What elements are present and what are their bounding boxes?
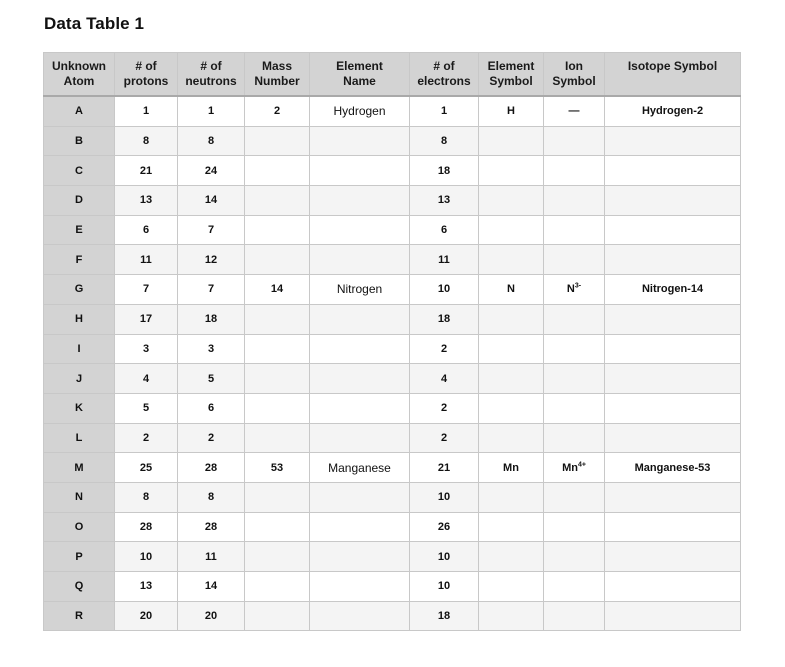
cell-ion-symbol [544, 126, 605, 156]
cell-atom: R [44, 601, 115, 631]
col-header-electrons: # of electrons [410, 53, 479, 97]
cell-neutrons: 2 [178, 423, 245, 453]
cell-neutrons: 20 [178, 601, 245, 631]
table-header [44, 53, 741, 97]
table-row [44, 96, 741, 126]
cell-element-symbol: H [479, 96, 544, 126]
cell-ion-symbol [544, 275, 605, 305]
cell-protons: 20 [115, 601, 178, 631]
cell-mass-number [245, 364, 310, 394]
cell-ion-symbol [544, 364, 605, 394]
cell-electrons: 2 [410, 423, 479, 453]
cell-protons: 3 [115, 334, 178, 364]
cell-element-name [310, 304, 410, 334]
cell-element-symbol [479, 542, 544, 572]
table-row [44, 393, 741, 423]
cell-element-name: Hydrogen [310, 96, 410, 126]
cell-neutrons: 8 [178, 482, 245, 512]
cell-protons: 13 [115, 572, 178, 602]
cell-isotope-symbol [605, 364, 741, 394]
table-row [44, 215, 741, 245]
ion-base: — [568, 105, 580, 118]
cell-mass-number [245, 215, 310, 245]
cell-mass-number [245, 245, 310, 275]
cell-neutrons: 5 [178, 364, 245, 394]
table-row [44, 453, 741, 483]
col-header-unknown-atom: Unknown Atom [44, 53, 115, 97]
cell-element-name: Manganese [310, 453, 410, 483]
cell-isotope-symbol [605, 601, 741, 631]
cell-ion-symbol [544, 393, 605, 423]
cell-protons: 10 [115, 542, 178, 572]
cell-neutrons: 7 [178, 275, 245, 305]
col-header-ion-symbol: Ion Symbol [544, 53, 605, 97]
cell-protons: 13 [115, 186, 178, 216]
cell-isotope-symbol [605, 245, 741, 275]
cell-element-name [310, 245, 410, 275]
cell-element-symbol [479, 126, 544, 156]
cell-mass-number: 2 [245, 96, 310, 126]
cell-atom: B [44, 126, 115, 156]
cell-neutrons: 12 [178, 245, 245, 275]
cell-ion-symbol [544, 334, 605, 364]
table-row [44, 482, 741, 512]
cell-isotope-symbol [605, 126, 741, 156]
cell-ion-symbol [544, 304, 605, 334]
cell-isotope-symbol [605, 186, 741, 216]
cell-atom: M [44, 453, 115, 483]
cell-ion-symbol [544, 601, 605, 631]
cell-ion-symbol [544, 96, 605, 126]
cell-element-symbol [479, 215, 544, 245]
cell-protons: 21 [115, 156, 178, 186]
cell-mass-number [245, 601, 310, 631]
cell-isotope-symbol: Hydrogen-2 [605, 96, 741, 126]
cell-protons: 1 [115, 96, 178, 126]
cell-mass-number [245, 304, 310, 334]
cell-ion-symbol [544, 186, 605, 216]
table-row [44, 304, 741, 334]
cell-protons: 28 [115, 512, 178, 542]
cell-electrons: 4 [410, 364, 479, 394]
col-header-mass-number: Mass Number [245, 53, 310, 97]
cell-mass-number [245, 334, 310, 364]
cell-protons: 25 [115, 453, 178, 483]
table-row [44, 186, 741, 216]
cell-element-symbol [479, 423, 544, 453]
cell-atom: O [44, 512, 115, 542]
cell-mass-number: 14 [245, 275, 310, 305]
cell-ion-symbol [544, 482, 605, 512]
cell-element-name [310, 156, 410, 186]
cell-protons: 4 [115, 364, 178, 394]
page-title: Data Table 1 [44, 14, 145, 33]
cell-isotope-symbol [605, 512, 741, 542]
cell-element-symbol [479, 245, 544, 275]
cell-atom: L [44, 423, 115, 453]
ion-base: N [566, 283, 575, 296]
cell-element-symbol [479, 364, 544, 394]
cell-atom: I [44, 334, 115, 364]
cell-neutrons: 24 [178, 156, 245, 186]
cell-electrons: 26 [410, 512, 479, 542]
cell-ion-symbol [544, 423, 605, 453]
cell-isotope-symbol: Manganese-53 [605, 453, 741, 483]
table-row [44, 572, 741, 602]
cell-ion-symbol [544, 156, 605, 186]
cell-element-symbol [479, 334, 544, 364]
cell-element-symbol [479, 304, 544, 334]
cell-element-symbol: Mn [479, 453, 544, 483]
cell-electrons: 13 [410, 186, 479, 216]
cell-isotope-symbol [605, 215, 741, 245]
col-header-protons: # of protons [115, 53, 178, 97]
cell-protons: 8 [115, 482, 178, 512]
cell-atom: K [44, 393, 115, 423]
table-row [44, 126, 741, 156]
cell-ion-symbol [544, 512, 605, 542]
cell-electrons: 11 [410, 245, 479, 275]
cell-isotope-symbol [605, 542, 741, 572]
cell-element-name [310, 482, 410, 512]
data-table [43, 52, 741, 631]
ion-charge: 3- [574, 282, 582, 290]
cell-protons: 6 [115, 215, 178, 245]
cell-mass-number [245, 186, 310, 216]
cell-ion-symbol [544, 215, 605, 245]
cell-atom: A [44, 96, 115, 126]
cell-isotope-symbol [605, 423, 741, 453]
cell-neutrons: 14 [178, 572, 245, 602]
col-header-element-symbol: Element Symbol [479, 53, 544, 97]
cell-protons: 7 [115, 275, 178, 305]
cell-electrons: 10 [410, 572, 479, 602]
cell-electrons: 18 [410, 601, 479, 631]
cell-electrons: 10 [410, 542, 479, 572]
cell-element-name: Nitrogen [310, 275, 410, 305]
table-row [44, 364, 741, 394]
cell-element-symbol [479, 601, 544, 631]
cell-mass-number [245, 572, 310, 602]
cell-neutrons: 11 [178, 542, 245, 572]
cell-element-symbol: N [479, 275, 544, 305]
cell-ion-symbol [544, 245, 605, 275]
table-row [44, 542, 741, 572]
cell-neutrons: 3 [178, 334, 245, 364]
cell-electrons: 2 [410, 393, 479, 423]
cell-neutrons: 8 [178, 126, 245, 156]
cell-element-symbol [479, 572, 544, 602]
cell-element-symbol [479, 156, 544, 186]
cell-atom: G [44, 275, 115, 305]
cell-atom: N [44, 482, 115, 512]
cell-element-name [310, 572, 410, 602]
cell-neutrons: 28 [178, 453, 245, 483]
cell-electrons: 18 [410, 304, 479, 334]
header-row [44, 53, 741, 97]
cell-neutrons: 6 [178, 393, 245, 423]
cell-isotope-symbol [605, 393, 741, 423]
col-header-isotope-symbol: Isotope Symbol [605, 53, 741, 97]
cell-neutrons: 1 [178, 96, 245, 126]
cell-atom: C [44, 156, 115, 186]
cell-protons: 2 [115, 423, 178, 453]
cell-isotope-symbol [605, 482, 741, 512]
cell-element-name [310, 393, 410, 423]
cell-mass-number: 53 [245, 453, 310, 483]
table-row [44, 512, 741, 542]
cell-element-name [310, 126, 410, 156]
cell-electrons: 10 [410, 482, 479, 512]
cell-isotope-symbol: Nitrogen-14 [605, 275, 741, 305]
cell-electrons: 18 [410, 156, 479, 186]
cell-element-name [310, 215, 410, 245]
cell-mass-number [245, 512, 310, 542]
table-row [44, 156, 741, 186]
cell-element-symbol [479, 482, 544, 512]
cell-atom: Q [44, 572, 115, 602]
cell-isotope-symbol [605, 304, 741, 334]
table-row [44, 423, 741, 453]
cell-element-name [310, 512, 410, 542]
cell-ion-symbol [544, 572, 605, 602]
cell-neutrons: 7 [178, 215, 245, 245]
cell-element-name [310, 186, 410, 216]
cell-protons: 5 [115, 393, 178, 423]
cell-isotope-symbol [605, 156, 741, 186]
table-body [44, 96, 741, 631]
cell-mass-number [245, 423, 310, 453]
table-row [44, 245, 741, 275]
cell-mass-number [245, 482, 310, 512]
cell-isotope-symbol [605, 572, 741, 602]
cell-protons: 8 [115, 126, 178, 156]
cell-neutrons: 14 [178, 186, 245, 216]
cell-atom: J [44, 364, 115, 394]
cell-mass-number [245, 126, 310, 156]
cell-protons: 17 [115, 304, 178, 334]
cell-atom: E [44, 215, 115, 245]
cell-element-name [310, 364, 410, 394]
cell-element-symbol [479, 512, 544, 542]
cell-atom: F [44, 245, 115, 275]
cell-electrons: 8 [410, 126, 479, 156]
ion-charge: 4+ [577, 460, 586, 468]
cell-element-symbol [479, 186, 544, 216]
cell-neutrons: 28 [178, 512, 245, 542]
cell-element-name [310, 601, 410, 631]
cell-protons: 11 [115, 245, 178, 275]
cell-atom: H [44, 304, 115, 334]
cell-element-name [310, 423, 410, 453]
table-row [44, 334, 741, 364]
col-header-neutrons: # of neutrons [178, 53, 245, 97]
cell-atom: P [44, 542, 115, 572]
cell-mass-number [245, 393, 310, 423]
cell-element-name [310, 542, 410, 572]
cell-electrons: 10 [410, 275, 479, 305]
cell-mass-number [245, 156, 310, 186]
cell-isotope-symbol [605, 334, 741, 364]
cell-electrons: 2 [410, 334, 479, 364]
cell-atom: D [44, 186, 115, 216]
cell-mass-number [245, 542, 310, 572]
table-row [44, 275, 741, 305]
ion-base: Mn [562, 461, 578, 474]
cell-element-name [310, 334, 410, 364]
cell-neutrons: 18 [178, 304, 245, 334]
cell-electrons: 21 [410, 453, 479, 483]
table-row [44, 601, 741, 631]
cell-ion-symbol [544, 453, 605, 483]
cell-electrons: 6 [410, 215, 479, 245]
col-header-element-name: Element Name [310, 53, 410, 97]
cell-ion-symbol [544, 542, 605, 572]
cell-electrons: 1 [410, 96, 479, 126]
cell-element-symbol [479, 393, 544, 423]
